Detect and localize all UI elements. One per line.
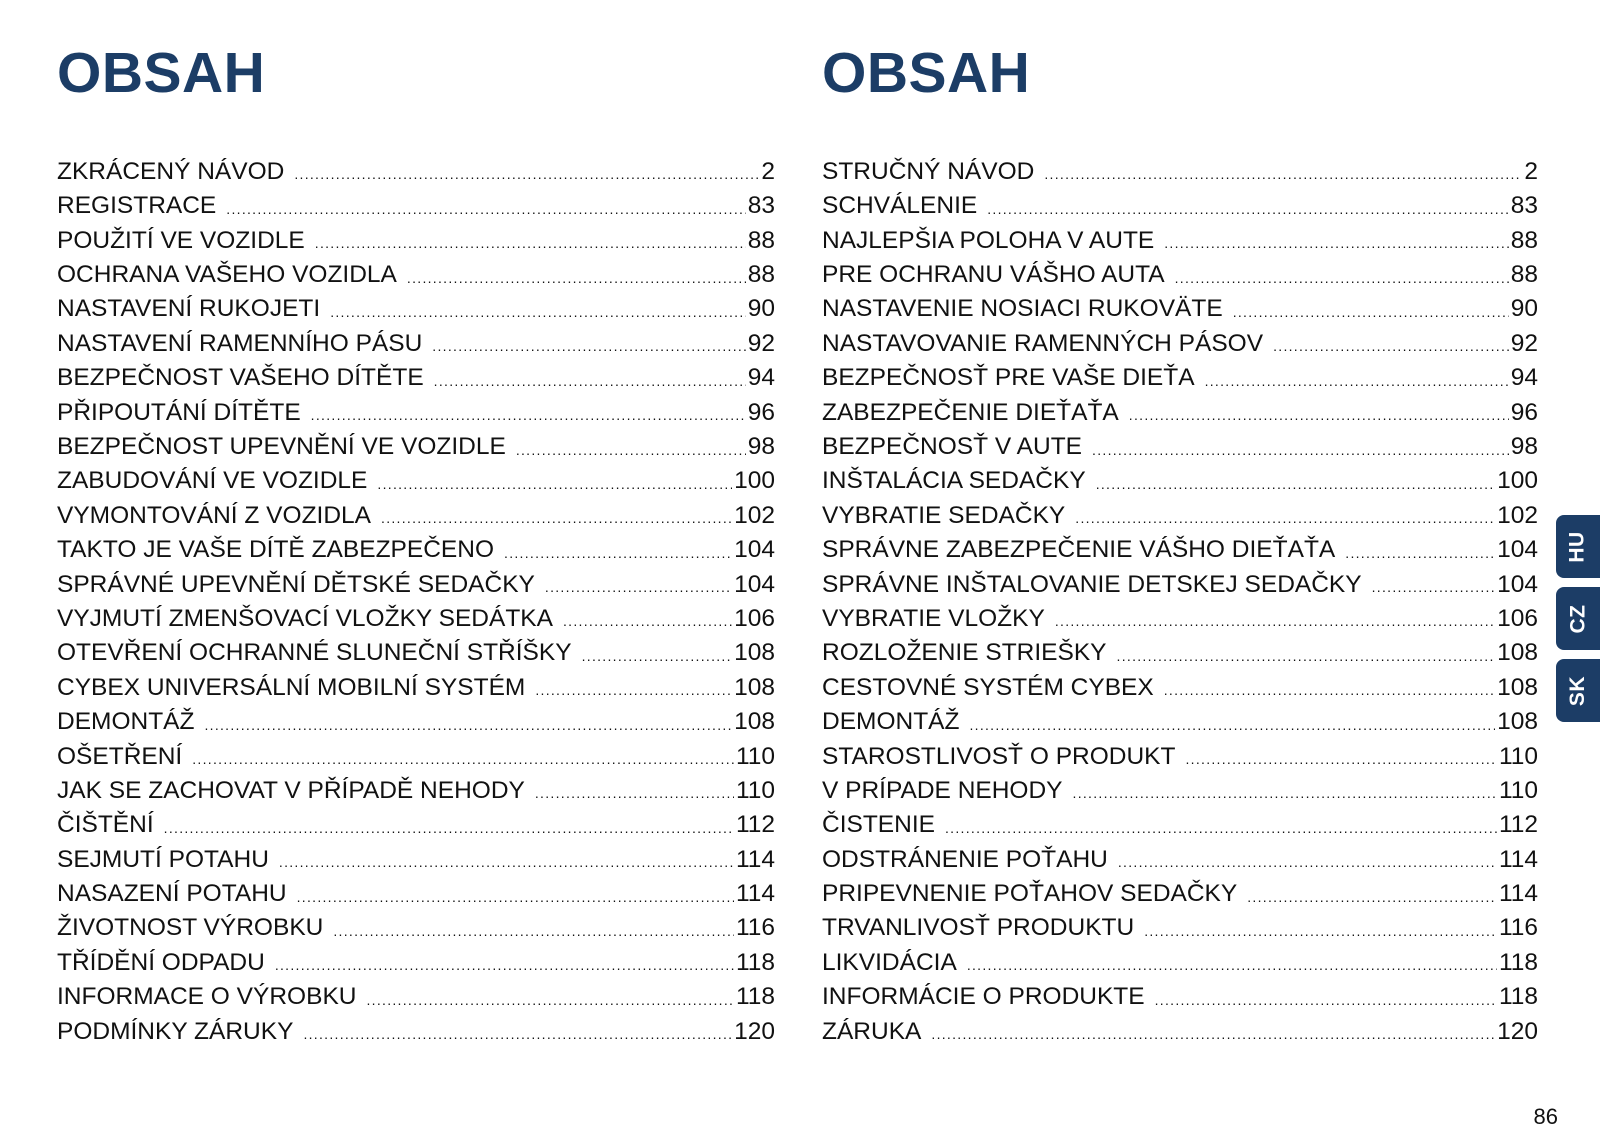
- toc-entry-title: BEZPEČNOST VAŠEHO DÍTĚTE: [57, 364, 424, 391]
- dot-leader: [279, 849, 734, 869]
- toc-entry-title: JAK SE ZACHOVAT V PŘÍPADĚ NEHODY: [57, 776, 525, 804]
- toc-entry-page: 110: [735, 742, 775, 770]
- toc-entry[interactable]: [57, 907, 775, 941]
- toc-entry[interactable]: [57, 666, 775, 700]
- toc-entry[interactable]: [57, 253, 775, 287]
- toc-entry-title: ZABUDOVÁNÍ VE VOZIDLE: [57, 467, 368, 494]
- toc-entry[interactable]: [822, 563, 1538, 597]
- toc-entry-title: PODMÍNKY ZÁRUKY: [57, 1017, 294, 1045]
- toc-entry-title: TRVANLIVOSŤ PRODUKTU: [822, 914, 1135, 941]
- dot-leader: [945, 815, 1497, 835]
- toc-entry[interactable]: [57, 288, 775, 322]
- toc-entry-page: 120: [734, 1017, 775, 1045]
- toc-entry-title: REGISTRACE: [57, 192, 217, 219]
- toc-entry-page: 114: [1498, 845, 1538, 873]
- toc-entry-title: V PRÍPADE NEHODY: [822, 776, 1063, 804]
- toc-entry-page: 112: [1498, 811, 1538, 838]
- toc-entry[interactable]: [57, 425, 775, 459]
- toc-entry-title: SEJMUTÍ POTAHU: [57, 845, 269, 873]
- toc-entry-page: 92: [1510, 329, 1538, 357]
- dot-leader: [204, 712, 732, 732]
- toc-entry[interactable]: [57, 700, 775, 734]
- toc-entry-title: SCHVÁLENIE: [822, 192, 978, 219]
- toc-entry-page: 102: [734, 501, 775, 529]
- toc-entry-page: 102: [1497, 501, 1538, 529]
- dot-leader: [1175, 265, 1509, 285]
- toc-entry-page: 116: [1498, 914, 1538, 941]
- toc-entry-title: INFORMACE O VÝROBKU: [57, 983, 357, 1010]
- toc-entry[interactable]: [57, 769, 775, 803]
- dot-leader: [1044, 161, 1522, 181]
- toc-entry-page: 118: [735, 948, 775, 976]
- toc-entry[interactable]: [57, 1010, 775, 1044]
- toc-entry[interactable]: [57, 803, 775, 837]
- toc-entry-title: LIKVIDÁCIA: [822, 948, 957, 976]
- toc-entry[interactable]: [822, 425, 1538, 459]
- toc-entry[interactable]: [822, 356, 1538, 390]
- toc-entry-page: 118: [735, 983, 775, 1010]
- toc-entry-title: SPRÁVNÉ UPEVNĚNÍ DĚTSKÉ SEDAČKY: [57, 570, 535, 598]
- toc-entry[interactable]: [822, 528, 1538, 562]
- dot-leader: [1345, 540, 1495, 560]
- toc-entry-title: TAKTO JE VAŠE DÍTĚ ZABEZPEČENO: [57, 536, 495, 563]
- dot-leader: [535, 677, 732, 697]
- toc-entry-title: POUŽITÍ VE VOZIDLE: [57, 226, 305, 254]
- toc-entry-page: 104: [734, 570, 775, 598]
- toc-entry[interactable]: [57, 872, 775, 906]
- toc-entry-page: 108: [734, 708, 775, 735]
- toc-entry-page: 108: [1497, 639, 1538, 666]
- language-tab-label: HU: [1566, 530, 1589, 563]
- dot-leader: [1096, 471, 1495, 491]
- dot-leader: [311, 402, 746, 422]
- toc-entry-page: 104: [1497, 570, 1538, 598]
- toc-entry[interactable]: [57, 631, 775, 665]
- toc-entry-title: BEZPEČNOSŤ PRE VAŠE DIEŤA: [822, 364, 1195, 391]
- toc-entry-page: 108: [1497, 673, 1538, 701]
- toc-entry-page: 83: [1510, 192, 1538, 219]
- toc-list: [822, 150, 1538, 1044]
- toc-entry[interactable]: [822, 700, 1538, 734]
- toc-entry-title: STAROSTLIVOSŤ O PRODUKT: [822, 742, 1176, 770]
- toc-entry[interactable]: [57, 735, 775, 769]
- toc-entry-title: VYJMUTÍ ZMENŠOVACÍ VLOŽKY SEDÁTKA: [57, 604, 553, 632]
- toc-entry-title: NASTAVENÍ RUKOJETI: [57, 295, 321, 322]
- toc-entry-page: 2: [1524, 157, 1538, 185]
- toc-entry[interactable]: [822, 941, 1538, 975]
- toc-entry-title: ODSTRÁNENIE POŤAHU: [822, 845, 1108, 873]
- toc-entry-page: 92: [747, 329, 775, 357]
- toc-entry-title: NAJLEPŠIA POLOHA V AUTE: [822, 226, 1155, 254]
- dot-leader: [1155, 987, 1497, 1007]
- toc-entry-title: DEMONTÁŽ: [822, 708, 960, 735]
- toc-entry-title: VYBRATIE VLOŽKY: [822, 604, 1045, 632]
- dot-leader: [164, 815, 734, 835]
- toc-entry[interactable]: [57, 391, 775, 425]
- dot-leader: [1129, 402, 1509, 422]
- toc-entry-page: 100: [1497, 467, 1538, 494]
- toc-entry[interactable]: [57, 184, 775, 218]
- toc-entry-title: PŘIPOUTÁNÍ DÍTĚTE: [57, 398, 301, 426]
- toc-entry-title: DEMONTÁŽ: [57, 708, 195, 735]
- toc-entry-title: SPRÁVNE ZABEZPEČENIE VÁŠHO DIEŤAŤA: [822, 536, 1336, 563]
- toc-entry-title: BEZPEČNOSŤ V AUTE: [822, 433, 1083, 460]
- toc-entry[interactable]: [822, 838, 1538, 872]
- toc-entry-title: CYBEX UNIVERSÁLNÍ MOBILNÍ SYSTÉM: [57, 673, 526, 701]
- toc-entry-page: 98: [747, 433, 775, 460]
- toc-entry[interactable]: [822, 803, 1538, 837]
- toc-entry-title: ŽIVOTNOST VÝROBKU: [57, 914, 324, 941]
- toc-entry[interactable]: [822, 1010, 1538, 1044]
- toc-entry[interactable]: [822, 631, 1538, 665]
- toc-entry-title: CESTOVNÉ SYSTÉM CYBEX: [822, 673, 1154, 701]
- toc-entry-title: TŘÍDĚNÍ ODPADU: [57, 948, 265, 976]
- dot-leader: [987, 196, 1509, 216]
- toc-entry[interactable]: [822, 253, 1538, 287]
- toc-entry-title: INŠTALÁCIA SEDAČKY: [822, 467, 1086, 494]
- language-tab-label: CZ: [1566, 604, 1589, 633]
- toc-entry-title: OTEVŘENÍ OCHRANNÉ SLUNEČNÍ STŘÍŠKY: [57, 639, 572, 666]
- language-tab-label: SK: [1566, 675, 1589, 706]
- toc-entry-title: INFORMÁCIE O PRODUKTE: [822, 983, 1145, 1010]
- dot-leader: [582, 643, 733, 663]
- toc-entry-page: 106: [734, 604, 775, 632]
- toc-entry[interactable]: [822, 184, 1538, 218]
- page-title: OBSAH: [822, 41, 1031, 105]
- dot-leader: [931, 1021, 1495, 1041]
- toc-entry-page: 108: [734, 639, 775, 666]
- toc-entry-page: 108: [734, 673, 775, 701]
- dot-leader: [504, 540, 732, 560]
- dot-leader: [294, 161, 759, 181]
- dot-leader: [545, 574, 732, 594]
- toc-entry-title: SPRÁVNE INŠTALOVANIE DETSKEJ SEDAČKY: [822, 570, 1362, 598]
- toc-entry-page: 94: [747, 364, 775, 391]
- dot-leader: [1144, 918, 1497, 938]
- toc-entry-title: OŠETŘENÍ: [57, 742, 183, 770]
- dot-leader: [563, 608, 732, 628]
- toc-entry-title: STRUČNÝ NÁVOD: [822, 157, 1035, 185]
- language-tab-cz[interactable]: [1556, 587, 1600, 650]
- toc-entry-page: 114: [735, 880, 775, 907]
- toc-entry[interactable]: [57, 838, 775, 872]
- dot-leader: [967, 952, 1497, 972]
- toc-entry-title: PRE OCHRANU VÁŠHO AUTA: [822, 261, 1165, 288]
- toc-entry[interactable]: [57, 975, 775, 1009]
- dot-leader: [377, 471, 732, 491]
- toc-entry-title: ROZLOŽENIE STRIEŠKY: [822, 639, 1107, 666]
- toc-entry[interactable]: [57, 941, 775, 975]
- toc-entry-page: 98: [1510, 433, 1538, 460]
- toc-entry-page: 88: [1510, 261, 1538, 288]
- toc-entry-page: 108: [1497, 708, 1538, 735]
- dot-leader: [1073, 780, 1497, 800]
- toc-entry-title: PRIPEVNENIE POŤAHOV SEDAČKY: [822, 880, 1238, 907]
- dot-leader: [330, 299, 746, 319]
- toc-entry[interactable]: [57, 597, 775, 631]
- toc-entry[interactable]: [822, 975, 1538, 1009]
- toc-entry-title: VYMONTOVÁNÍ Z VOZIDLA: [57, 501, 372, 529]
- toc-entry[interactable]: [57, 494, 775, 528]
- toc-entry[interactable]: [57, 460, 775, 494]
- toc-entry[interactable]: [822, 391, 1538, 425]
- dot-leader: [432, 333, 745, 353]
- dot-leader: [315, 230, 746, 250]
- toc-entry[interactable]: [822, 494, 1538, 528]
- dot-leader: [535, 780, 734, 800]
- toc-entry-title: NASTAVOVANIE RAMENNÝCH PÁSOV: [822, 329, 1264, 357]
- toc-entry-title: NASTAVENÍ RAMENNÍHO PÁSU: [57, 329, 423, 357]
- dot-leader: [1164, 677, 1495, 697]
- toc-entry-page: 94: [1510, 364, 1538, 391]
- dot-leader: [303, 1021, 732, 1041]
- toc-entry-page: 104: [734, 536, 775, 563]
- language-tabs: [1556, 515, 1600, 731]
- toc-entry-page: 114: [1498, 880, 1538, 907]
- dot-leader: [1273, 333, 1509, 353]
- dot-leader: [366, 987, 733, 1007]
- toc-entry-page: 110: [1498, 742, 1538, 770]
- toc-entry-page: 110: [735, 776, 775, 804]
- toc-entry-page: 110: [1498, 776, 1538, 804]
- dot-leader: [1185, 746, 1496, 766]
- language-tab-sk[interactable]: [1556, 659, 1600, 722]
- toc-entry[interactable]: [822, 288, 1538, 322]
- toc-entry-title: ZKRÁCENÝ NÁVOD: [57, 157, 285, 185]
- toc-entry-page: 83: [747, 192, 775, 219]
- dot-leader: [1233, 299, 1509, 319]
- toc-entry-page: 100: [734, 467, 775, 494]
- toc-entry-title: OCHRANA VAŠEHO VOZIDLA: [57, 261, 397, 288]
- toc-entry[interactable]: [822, 150, 1538, 184]
- toc-entry-page: 96: [1510, 398, 1538, 426]
- toc-entry[interactable]: [822, 735, 1538, 769]
- dot-leader: [1075, 505, 1495, 525]
- dot-leader: [275, 952, 734, 972]
- toc-entry-page: 118: [1498, 983, 1538, 1010]
- dot-leader: [192, 746, 734, 766]
- toc-entry[interactable]: [822, 666, 1538, 700]
- toc-entry[interactable]: [57, 528, 775, 562]
- toc-entry-page: 118: [1498, 948, 1538, 976]
- toc-entry-title: BEZPEČNOST UPEVNĚNÍ VE VOZIDLE: [57, 433, 506, 460]
- dot-leader: [969, 712, 1495, 732]
- toc-entry-title: NASTAVENIE NOSIACI RUKOVÄTE: [822, 295, 1223, 322]
- toc-entry-page: 90: [1510, 295, 1538, 322]
- toc-entry-page: 88: [747, 261, 775, 288]
- dot-leader: [1118, 849, 1497, 869]
- toc-entry[interactable]: [57, 219, 775, 253]
- toc-entry[interactable]: [57, 322, 775, 356]
- toc-entry-page: 104: [1497, 536, 1538, 563]
- page-number: 86: [1533, 1104, 1558, 1129]
- dot-leader: [1247, 884, 1497, 904]
- toc-entry-page: 90: [747, 295, 775, 322]
- toc-entry[interactable]: [57, 563, 775, 597]
- dot-leader: [381, 505, 732, 525]
- dot-leader: [1117, 643, 1496, 663]
- dot-leader: [1092, 437, 1509, 457]
- language-tab-hu[interactable]: [1556, 515, 1600, 578]
- toc-entry-page: 88: [747, 226, 775, 254]
- toc-entry-page: 116: [735, 914, 775, 941]
- toc-entry-title: ZABEZPEČENIE DIEŤAŤA: [822, 398, 1119, 426]
- toc-entry[interactable]: [822, 460, 1538, 494]
- toc-entry-title: NASAZENÍ POTAHU: [57, 880, 287, 907]
- toc-entry[interactable]: [822, 769, 1538, 803]
- toc-entry-page: 96: [747, 398, 775, 426]
- toc-entry[interactable]: [822, 872, 1538, 906]
- toc-entry-title: ZÁRUKA: [822, 1017, 922, 1045]
- toc-entry[interactable]: [822, 322, 1538, 356]
- dot-leader: [516, 437, 746, 457]
- toc-list: [57, 150, 775, 1044]
- page-title: OBSAH: [57, 41, 266, 105]
- toc-entry[interactable]: [822, 219, 1538, 253]
- toc-entry[interactable]: [822, 907, 1538, 941]
- dot-leader: [297, 884, 734, 904]
- toc-entry-page: 114: [735, 845, 775, 873]
- toc-entry[interactable]: [57, 356, 775, 390]
- dot-leader: [1164, 230, 1508, 250]
- toc-entry-page: 120: [1497, 1017, 1538, 1045]
- dot-leader: [226, 196, 745, 216]
- toc-entry[interactable]: [57, 150, 775, 184]
- dot-leader: [1205, 368, 1509, 388]
- toc-entry-page: 2: [761, 157, 775, 185]
- toc-entry-page: 88: [1510, 226, 1538, 254]
- toc-entry-title: ČISTENIE: [822, 811, 935, 838]
- dot-leader: [1055, 608, 1495, 628]
- dot-leader: [407, 265, 746, 285]
- toc-entry-title: ČIŠTĚNÍ: [57, 811, 154, 838]
- toc-entry-page: 106: [1497, 604, 1538, 632]
- dot-leader: [333, 918, 734, 938]
- dot-leader: [434, 368, 746, 388]
- toc-entry[interactable]: [822, 597, 1538, 631]
- dot-leader: [1372, 574, 1496, 594]
- toc-entry-title: VYBRATIE SEDAČKY: [822, 501, 1066, 529]
- toc-entry-page: 112: [735, 811, 775, 838]
